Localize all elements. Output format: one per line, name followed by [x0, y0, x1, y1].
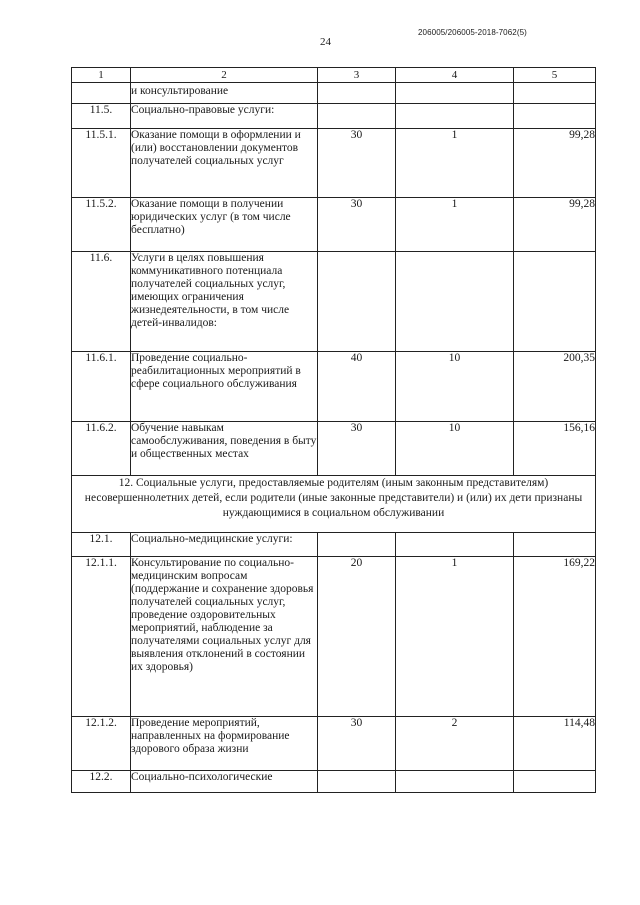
service-name: Социально-медицинские услуги: [131, 533, 318, 557]
table-row [72, 104, 596, 129]
table-row [72, 352, 596, 422]
row-number: 11.5. [72, 104, 131, 129]
row-number: 11.6.2. [72, 422, 131, 476]
cell-col3: 20 [318, 557, 396, 717]
header-cell: 5 [514, 68, 596, 83]
cell-col3 [318, 533, 396, 557]
cell-col4: 10 [396, 422, 514, 476]
cell-col4: 1 [396, 198, 514, 252]
table-row [72, 83, 596, 104]
service-name: Проведение социально-реабилитационных мероприятий в сфере социального обслуживания [131, 352, 318, 422]
row-number: 11.6.1. [72, 352, 131, 422]
cell-col3 [318, 252, 396, 352]
header-cell: 3 [318, 68, 396, 83]
cell-col3: 30 [318, 717, 396, 771]
cell-col5 [514, 533, 596, 557]
row-number: 11.6. [72, 252, 131, 352]
cell-col3: 30 [318, 198, 396, 252]
header-cell: 2 [131, 68, 318, 83]
cell-col5: 156,16 [514, 422, 596, 476]
service-name: Социально-психологические [131, 771, 318, 793]
table-row [72, 533, 596, 557]
table-row [72, 771, 596, 793]
cell-col4 [396, 83, 514, 104]
cell-col4 [396, 104, 514, 129]
cell-col4 [396, 533, 514, 557]
cell-col5: 169,22 [514, 557, 596, 717]
cell-col5: 99,28 [514, 198, 596, 252]
service-name: Обучение навыкам самообслуживания, поведения в быту и общественных местах [131, 422, 318, 476]
table-row [72, 717, 596, 771]
cell-col3: 40 [318, 352, 396, 422]
row-number: 11.5.2. [72, 198, 131, 252]
cell-col3: 30 [318, 129, 396, 198]
cell-col3 [318, 83, 396, 104]
row-number: 12.1.2. [72, 717, 131, 771]
cell-col4: 2 [396, 717, 514, 771]
service-name: Оказание помощи в оформлении и (или) восстановлении документов получателей социальных услуг [131, 129, 318, 198]
cell-col5 [514, 104, 596, 129]
row-number: 12.1.1. [72, 557, 131, 717]
cell-col5 [514, 252, 596, 352]
row-number [72, 83, 131, 104]
cell-col4: 10 [396, 352, 514, 422]
cell-col5: 99,28 [514, 129, 596, 198]
cell-col5 [514, 771, 596, 793]
header-cell: 4 [396, 68, 514, 83]
cell-col5 [514, 83, 596, 104]
table-row [72, 252, 596, 352]
section-title: 12. Социальные услуги, предоставляемые родителям (иным законным представителям) несовершеннолетних детей, если родители (иные законные представители) и (или) их дети признаны нуждающимися в социальном обслуживании [72, 476, 596, 533]
cell-col4: 1 [396, 129, 514, 198]
table-header-row [72, 68, 596, 83]
document-code: 206005/206005-2018-7062(5) [418, 28, 527, 37]
cell-col3 [318, 771, 396, 793]
table-row [72, 557, 596, 717]
cell-col3 [318, 104, 396, 129]
table-row [72, 422, 596, 476]
cell-col4 [396, 771, 514, 793]
service-name: и консультирование [131, 83, 318, 104]
cell-col5: 200,35 [514, 352, 596, 422]
cell-col3: 30 [318, 422, 396, 476]
header-cell: 1 [72, 68, 131, 83]
cell-col5: 114,48 [514, 717, 596, 771]
row-number: 12.2. [72, 771, 131, 793]
services-table [71, 67, 596, 793]
cell-col4 [396, 252, 514, 352]
section-header-row [72, 476, 596, 533]
service-name: Оказание помощи в получении юридических услуг (в том числе бесплатно) [131, 198, 318, 252]
table-row [72, 198, 596, 252]
page-number: 24 [320, 36, 331, 48]
cell-col4: 1 [396, 557, 514, 717]
service-name: Социально-правовые услуги: [131, 104, 318, 129]
row-number: 11.5.1. [72, 129, 131, 198]
service-name: Консультирование по социально-медицинским вопросам (поддержание и сохранение здоровья получателей социальных услуг, проведение оздоровительных мероприятий, наблюдение за получателями социальных услуг для выявления отклонений в состоянии их здоровья) [131, 557, 318, 717]
row-number: 12.1. [72, 533, 131, 557]
service-name: Услуги в целях повышения коммуникативного потенциала получателей социальных услуг, имеющих ограничения жизнедеятельности, в том числе детей-инвалидов: [131, 252, 318, 352]
table-row [72, 129, 596, 198]
service-name: Проведение мероприятий, направленных на формирование здорового образа жизни [131, 717, 318, 771]
